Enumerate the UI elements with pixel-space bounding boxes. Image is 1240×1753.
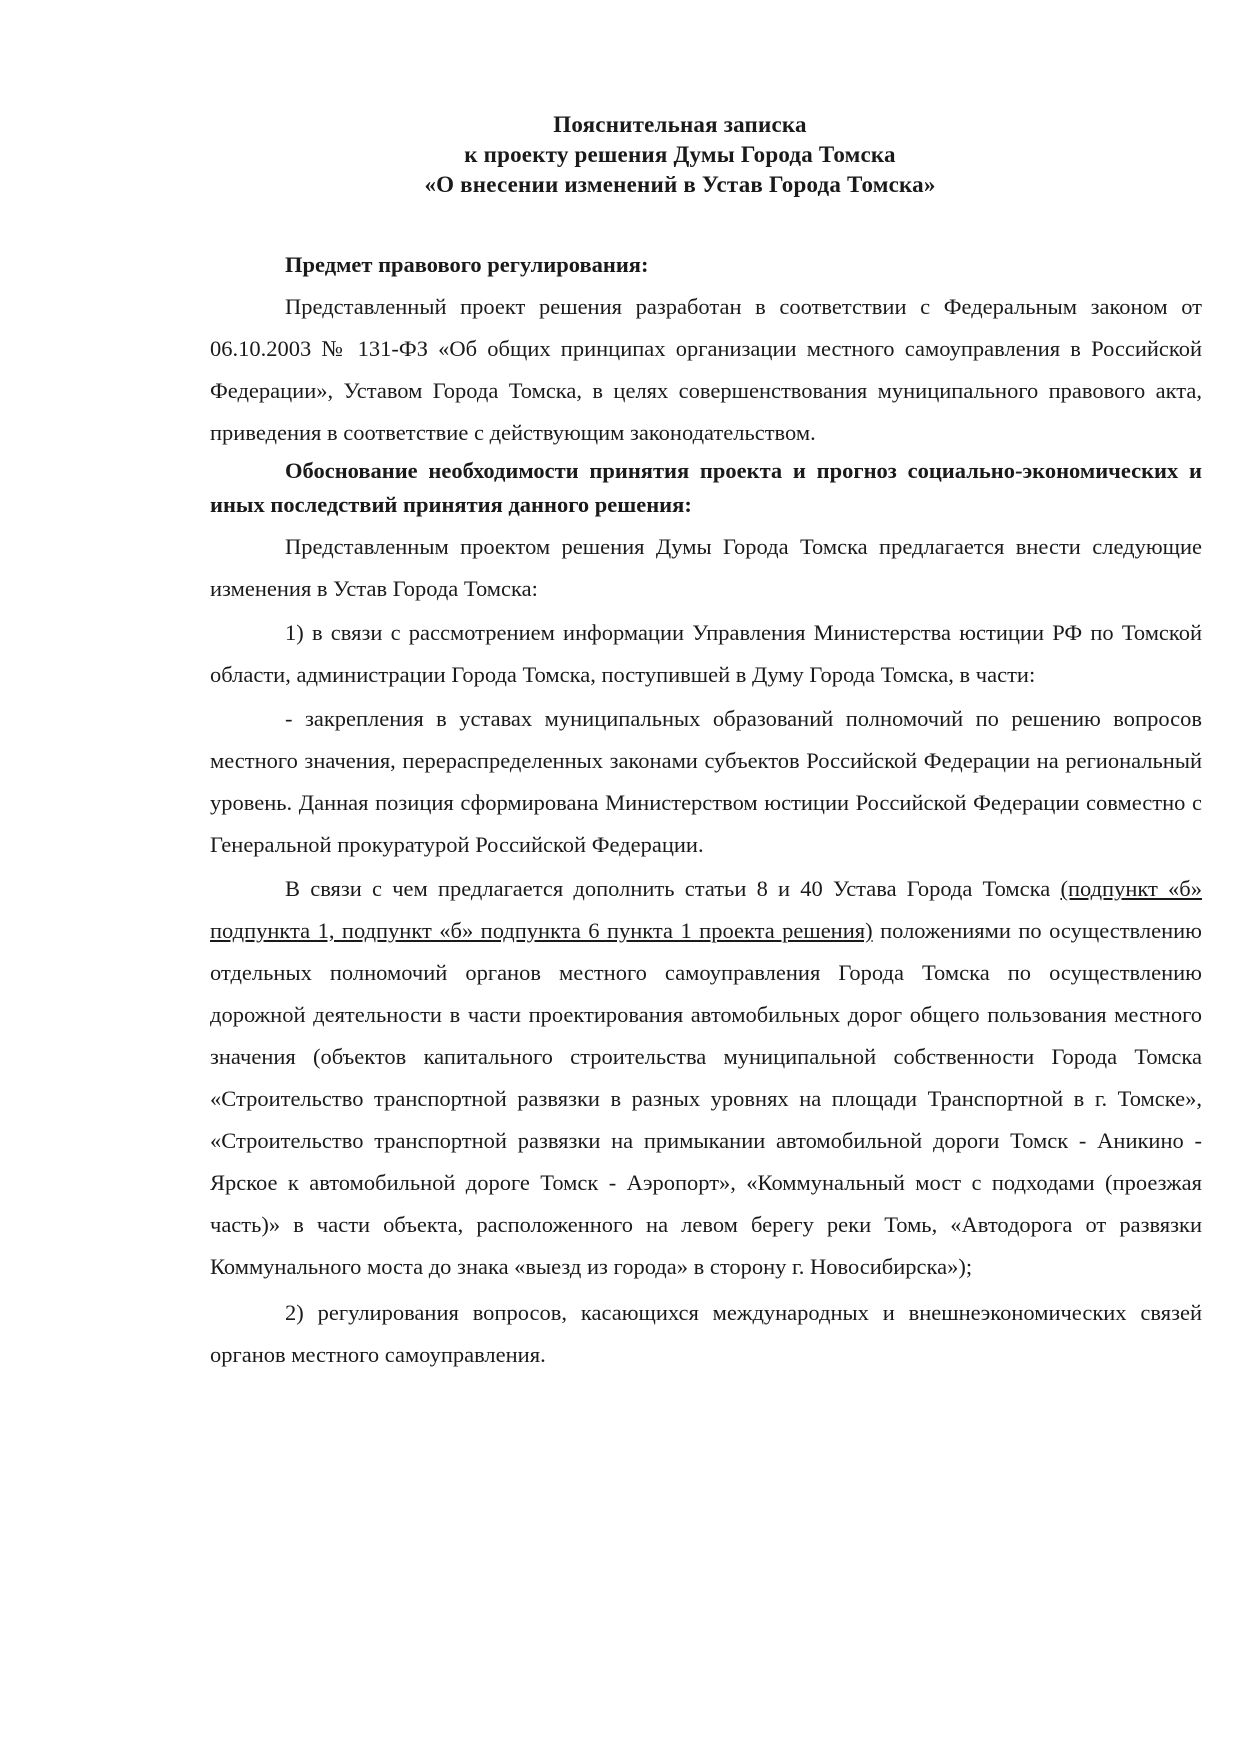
title-line-1: Пояснительная записка [553, 112, 807, 137]
document-body [210, 244, 1202, 1376]
list-item-1-dash: - закрепления в уставах муниципальных образований полномочий по решению вопросов местного значения, перераспределенных законами субъектов Российской Федерации на региональный уровень. Данная позиция сформирована Министерством юстиции Российской Федерации совместно с Генеральной прокуратурой Российской Федерации. [210, 706, 1202, 857]
section-heading-justification: Обоснование необходимости принятия проекта и прогноз социально-экономических и иных последствий принятия данного решения: [210, 458, 1202, 517]
section-heading-subject: Предмет правового регулирования: [285, 252, 649, 277]
title-line-3: «О внесении изменений в Устав Города Томска» [424, 172, 936, 197]
section-intro-justification: Представленным проектом решения Думы Города Томска предлагается внести следующие изменения в Устав Города Томска: [210, 534, 1202, 601]
proposal-text-start: В связи с чем предлагается дополнить статьи 8 и 40 Устава Города Томска [285, 876, 1061, 901]
list-item-1: 1) в связи с рассмотрением информации Управления Министерства юстиции РФ по Томской области, администрации Города Томска, поступившей в Думу Города Томска, в части: [210, 620, 1202, 687]
document-title [0, 110, 1240, 200]
section-text-subject: Представленный проект решения разработан в соответствии с Федеральным законом от 06.10.2003 № 131-ФЗ «Об общих принципах организации местного самоуправления в Российской Федерации», Уставом Города Томска, в целях совершенствования муниципального правового акта, приведения в соответствие с действующим законодательством. [210, 294, 1202, 445]
list-item-2: 2) регулирования вопросов, касающихся международных и внешнеэкономических связей органов местного самоуправления. [210, 1300, 1202, 1367]
proposal-text-end: положениями по осуществлению отдельных полномочий органов местного самоуправления Города Томска по осуществлению дорожной деятельности в части проектирования автомобильных дорог общего пользования местного значения (объектов капитального строительства муниципальной собственности Города Томска «Строительство транспортной развязки в разных уровнях на площади Транспортной в г. Томске», «Строительство транспортной развязки на примыкании автомобильной дороги Томск - Аникино - Ярское к автомобильной дороге Томск - Аэропорт», «Коммунальный мост с подходами (проезжая часть)» в части объекта, расположенного на левом берегу реки Томь, «Автодорога от развязки Коммунального моста до знака «выезд из города» в сторону г. Новосибирска»); [210, 918, 1202, 1279]
title-line-2: к проекту решения Думы Города Томска [464, 142, 896, 167]
list-item-1-proposal [210, 868, 1202, 1288]
proposal-reference: (подпункт «б» подпункта 1, подпункт «б» подпункта 6 пункта 1 проекта решения) [210, 876, 1202, 943]
